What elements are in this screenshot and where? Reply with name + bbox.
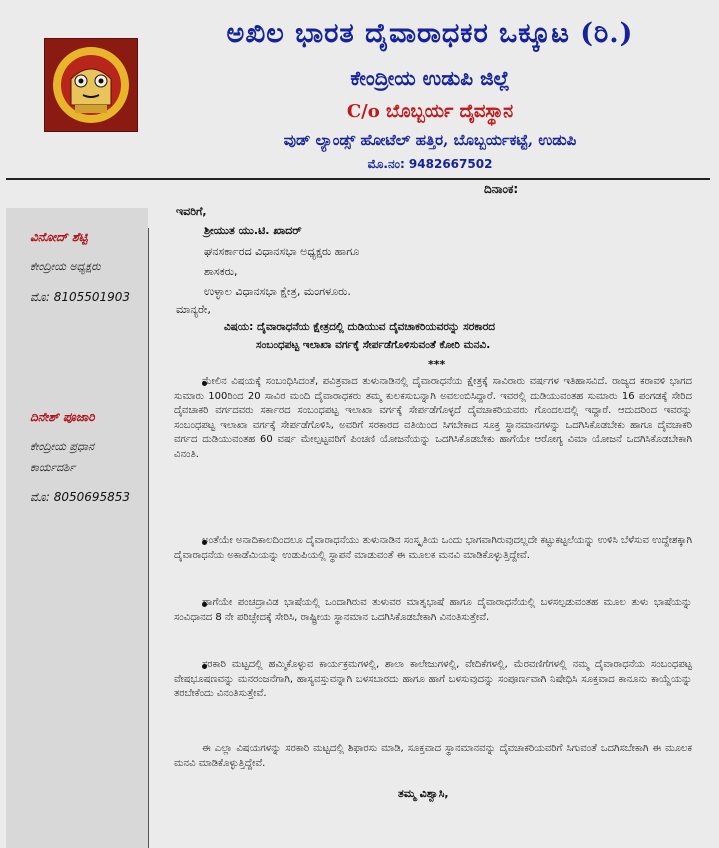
organisation-phone: ಮೊ.ನಂ: 9482667502 <box>367 157 493 171</box>
secretary-phone: ಮೊ: 8050695853 <box>30 490 131 504</box>
deity-emblem-icon <box>45 39 137 131</box>
paragraph-1: ಮೇಲಿನ ವಿಷಯಕ್ಕೆ ಸಂಬಂಧಿಸಿದಂತೆ, ಪವಿತ್ರವಾದ ತುಳುನಾಡಿನಲ್ಲಿ ದೈವಾರಾಧನೆಯ ಕ್ಷೇತ್ರಕ್ಕೆ ಸಾವಿರಾರು ವರ್ಷಗಳ ಇತಿಹಾಸವಿದೆ. ರಾಜ್ಯದ ಕರಾವಳಿ ಭಾಗದ ಸುಮಾರು 100ರಿಂದ 20 ಸಾವಿರ ಮಂದಿ ದೈವಾರಾಧಕರು ತಮ್ಮ ಕುಲಕಸುಬನ್ನಾಗಿ ಅವಲಂಬಿಸಿದ್ದಾರೆ. ಇವರಲ್ಲಿ ದುಡಿಯುವಂತಹ ಸುಮಾರು 16 ಪಂಗಡಕ್ಕೆ ಸೇರಿದ ದೈವಚಾಕರಿ ವರ್ಗದವರು ಸರ್ಕಾರದ ಸಂಬಂಧಪಟ್ಟ ಇಲಾಖಾ ವರ್ಗಕ್ಕೆ ಸೇರ್ಪಡೆಗೊಳ್ಳದೆ ದೈವಚಾಕರಿಯವರು ಗೊಂದಲದಲ್ಲಿ ಇದ್ದಾರೆ. ಆದುದರಿಂದ ಇವರನ್ನು ಸಂಬಂಧಪಟ್ಟ ಇಲಾಖಾ ವರ್ಗಕ್ಕೆ ಸೇರ್ಪಡೆಗೊಳಿಸಿ, ಅವರಿಗೆ ಸರಕಾರದ ವತಿಯಿಂದ ಸಿಗಬೇಕಾದ ಸೂಕ್ತ ಸ್ಥಾನಮಾನಗಳನ್ನು ಒದಗಿಸಿಕೊಡಬೇಕು ಹಾಗೂ ದೈವಚಾಕರಿ ವರ್ಗದ ದುಡಿಯುವಂತಹ 60 ವರ್ಷ ಮೇಲ್ಪಟ್ಟವರಿಗೆ ಪಿಂಚಣಿ ಯೋಜನೆಯನ್ನು ಒದಗಿಸಿಕೊಡಬೇಕು ಹಾಗೆಯೇ ಆರೋಗ್ಯ ವಿಮಾ ಯೋಜನೆ ಒದಗಿಸಿಕೊಡಬೇಕಾಗಿ ವಿನಂತಿ. <box>174 376 692 460</box>
paragraph-3: ಹಾಗೆಯೇ ಪಂಚದ್ರಾವಿಡ ಭಾಷೆಯಲ್ಲಿ ಒಂದಾಗಿರುವ ತುಳುವರ ಮಾತೃಭಾಷೆ ಹಾಗೂ ದೈವಾರಾಧನೆಯಲ್ಲಿ ಬಳಸಲ್ಪಡುವಂತಹ ಮೂಲ ತುಳು ಭಾಷೆಯನ್ನು ಸಂವಿಧಾನದ 8 ನೇ ಪರಿಚ್ಛೇದಕ್ಕೆ ಸೇರಿಸಿ, ರಾಷ್ಟ್ರೀಯ ಸ್ಥಾನಮಾನ ಒದಗಿಸಿಕೊಡಬೇಕಾಗಿ ವಿನಂತಿಸುತ್ತೇವೆ. <box>174 597 692 623</box>
recipient-title: ಶಾಸಕರು, <box>204 265 238 278</box>
header-divider <box>6 178 710 180</box>
recipient-designation: ಘನಸರ್ಕಾರದ ವಿಧಾನಸಭಾ ಅಧ್ಯಕ್ಷರು ಹಾಗೂ <box>204 245 360 258</box>
president-phone: ಮೊ: 8105501903 <box>30 290 131 304</box>
organisation-logo <box>44 38 138 132</box>
subject-line-1: ವಿಷಯ: ದೈವಾರಾಧನೆಯ ಕ್ಷೇತ್ರದಲ್ಲಿ ದುಡಿಯುವ ದೈವಚಾಕರಿಯವರನ್ನು ಸರಕಾರದ <box>224 321 496 333</box>
secretary-role-line2: ಕಾರ್ಯದರ್ಶಿ <box>30 461 76 474</box>
sidebar-divider <box>148 228 149 848</box>
recipient-constituency: ಉಳ್ಳಾಲ ವಿಧಾನಸಭಾ ಕ್ಷೇತ್ರ, ಮಂಗಳೂರು. <box>204 285 351 298</box>
subject-line-2: ಸಂಬಂಧಪಟ್ಟ ಇಲಾಖಾ ವರ್ಗಕ್ಕೆ ಸೇರ್ಪಡೆಗೊಳಿಸುವಂತೆ ಕೋರಿ ಮನವಿ. <box>256 339 491 351</box>
organisation-subtitle: ಕೇಂದ್ರೀಯ ಉಡುಪಿ ಜಿಲ್ಲೆ <box>350 66 510 90</box>
sign-off: ತಮ್ಮ ವಿಶ್ವಾಸಿ, <box>398 787 449 800</box>
closing-paragraph: ಈ ಎಲ್ಲಾ ವಿಷಯಗಳನ್ನು ಸರಕಾರಿ ಮಟ್ಟದಲ್ಲಿ ಶಿಫಾರಸು ಮಾಡಿ, ಸೂಕ್ತವಾದ ಸ್ಥಾನಮಾನವನ್ನು ದೈವಚಾಕರಿಯವರಿಗೆ ಸಿಗುವಂತೆ ಒದಗಿಸಬೇಕಾಗಿ ಈ ಮೂಲಕ ಮನವಿ ಮಾಡಿಕೊಳ್ಳುತ್ತಿದ್ದೇವೆ. <box>174 743 692 769</box>
date-label: ದಿನಾಂಕ: <box>484 182 519 196</box>
organisation-title: ಅಖಿಲ ಭಾರತ ದೈವಾರಾಧಕರ ಒಕ್ಕೂಟ (ರಿ.) <box>226 18 634 49</box>
organisation-address: ವುಡ್ ಲ್ಯಾಂಡ್ಸ್ ಹೋಟೆಲ್ ಹತ್ತಿರ, ಬೊಬ್ಬರ್ಯಕಟ್ಟೆ, ಉಡುಪಿ <box>283 131 577 149</box>
salutation: ಮಾನ್ಯರೇ, <box>176 303 211 316</box>
recipient-name: ಶ್ರೀಯುತ ಯು.ಟಿ. ಖಾದರ್ <box>204 224 302 237</box>
addressee-label: ಇವರಿಗೆ, <box>176 205 207 218</box>
separator-stars: *** <box>428 358 446 371</box>
paragraph-4: ಸರಕಾರಿ ಮಟ್ಟದಲ್ಲಿ ಹಮ್ಮಿಕೊಳ್ಳುವ ಕಾರ್ಯಕ್ರಮಗಳಲ್ಲಿ, ಶಾಲಾ ಕಾಲೇಜುಗಳಲ್ಲಿ, ವೇದಿಕೆಗಳಲ್ಲಿ, ಮೆರವಣಿಗೆಗಳಲ್ಲಿ ನಮ್ಮ ದೈವಾರಾಧನೆಯ ಸಂಬಂಧಪಟ್ಟ ವೇಷಭೂಷಣವನ್ನು ಮನರಂಜನೆಗಾಗಿ, ಹಾಸ್ಯವಸ್ತುವನ್ನಾಗಿ ಬಳಸಬಾರದು ಹಾಗೂ ಹಾಗೆ ಬಳಸುವುದನ್ನು ಸಂಪೂರ್ಣವಾಗಿ ನಿಷೇಧಿಸಿ ಸೂಕ್ತವಾದ ಕಾನೂನು ಕಾಯ್ದೆಯನ್ನು ತರಬೇಕೆಂದು ವಿನಂತಿಸುತ್ತೇವೆ. <box>174 659 692 699</box>
care-of-line: C/o ಬೊಬ್ಬರ್ಯ ದೈವಸ್ಥಾನ <box>346 101 514 122</box>
president-name: ವಿನೋದ್ ಶೆಟ್ಟಿ <box>30 230 88 244</box>
paragraph-2: ಅಂತೆಯೇ ಅನಾದಿಕಾಲದಿಂದಲೂ ದೈವಾರಾಧನೆಯು ತುಳುನಾಡಿನ ಸಂಸ್ಕೃತಿಯ ಒಂದು ಭಾಗವಾಗಿರುವುದಲ್ಲದೇ ಕಟ್ಟುಕಟ್ಟಲೆಯನ್ನು ಉಳಿಸಿ ಬೆಳೆಸುವ ಉದ್ದೇಶಕ್ಕಾಗಿ ದೈವಾರಾಧನೆಯ ಅಕಾಡೆಮಿಯನ್ನು ಉಡುಪಿಯಲ್ಲಿ ಸ್ಥಾಪನೆ ಮಾಡುವಂತೆ ಈ ಮೂಲಕ ಮನವಿ ಮಾಡಿಕೊಳ್ಳುತ್ತಿದ್ದೇವೆ. <box>174 535 692 561</box>
secretary-role-line1: ಕೇಂದ್ರೀಯ ಪ್ರಧಾನ <box>30 440 95 453</box>
secretary-name: ದಿನೇಶ್ ಪೂಜಾರಿ <box>30 410 95 424</box>
president-role: ಕೇಂದ್ರೀಯ ಅಧ್ಯಕ್ಷರು <box>30 260 101 273</box>
